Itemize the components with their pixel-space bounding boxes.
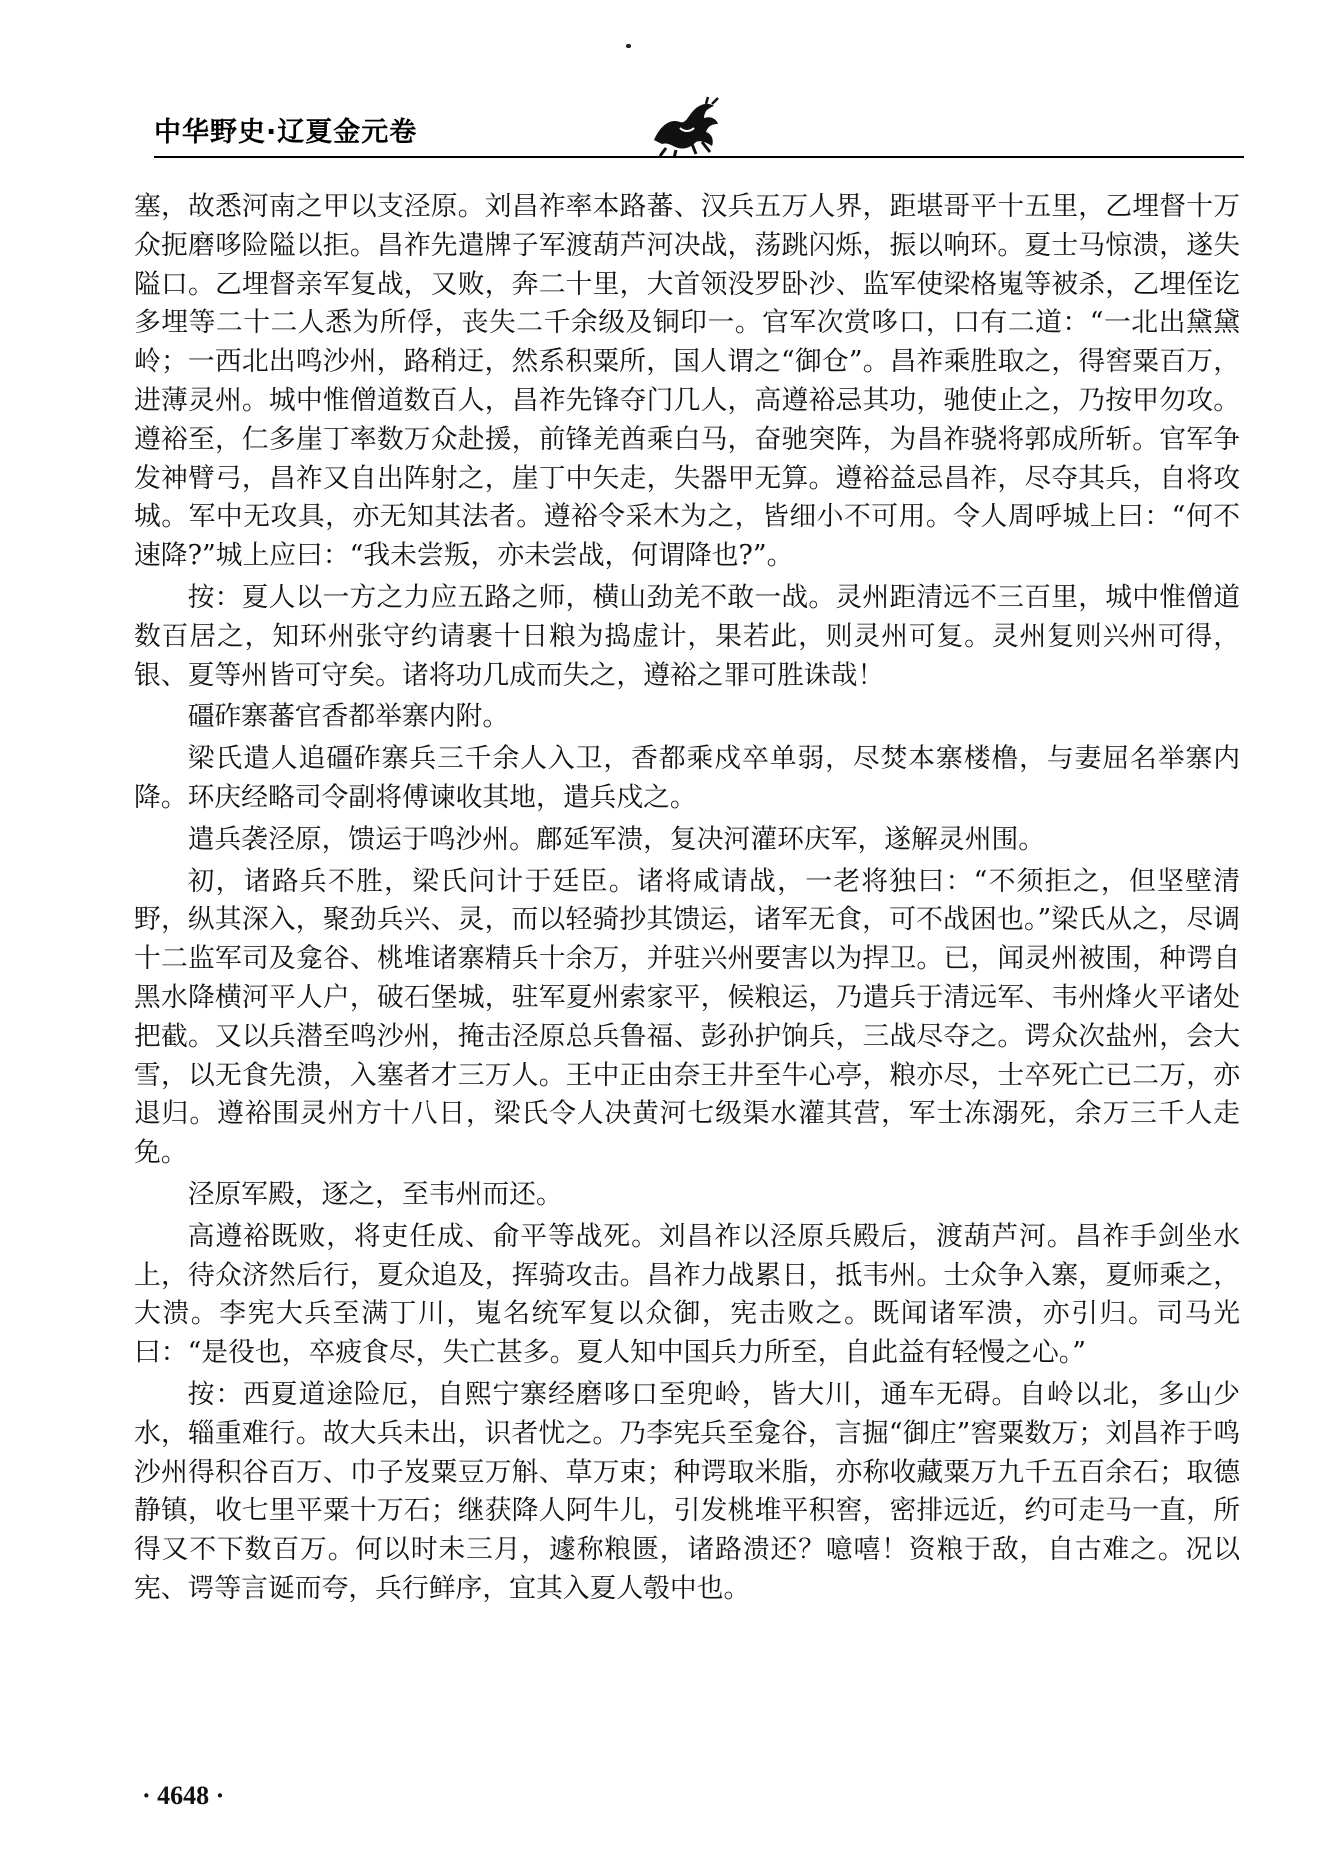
paragraph: 按：西夏道途险厄，自熙宁寨经磨哆口至兜岭，皆大川，通车无碍。自岭以北，多山少水，辎重难行。故大兵未出，识者忧之。乃李宪兵至龛谷，言掘“御庄”窖粟数万；刘昌祚于鸣沙州得积谷百万、巾子岌粟豆万斛、草万束；种谔取米脂，亦称收藏粟万九千五百余石；取德静镇，收七里平粟十万石；继获降人阿牛儿，引发桃堆平积窖，密排远近，约可走马一直，所得又不下数百万。何以时未三月，遽称粮匮，诸路溃还？噫嘻！资粮于敌，自古难之。况以宪、谔等言诞而夸，兵行鲜序，宜其入夏人彀中也。	[134, 1378, 1240, 1604]
running-header-title: 中华野史·辽夏金元卷	[154, 117, 418, 148]
paragraph: 梁氏遣人追礓砟寨兵三千余人入卫，香都乘戍卒单弱，尽焚本寨楼橹，与妻屈名举寨内降。环庆经略司令副将傅谏收其地，遣兵戍之。	[134, 743, 1240, 813]
paragraph: 高遵裕既败，将吏任成、俞平等战死。刘昌祚以泾原兵殿后，渡葫芦河。昌祚手剑坐水上，待众济然后行，夏众追及，挥骑攻击。昌祚力战累日，抵韦州。士众争入寨，夏师乘之，大溃。李宪大兵至满丁川，嵬名统军复以众御，宪击败之。既闻诸军溃，亦引归。司马光曰：“是役也，卒疲食尽，失亡甚多。夏人知中国兵力所至，自此益有轻慢之心。”	[134, 1220, 1240, 1369]
header-rule	[154, 156, 1244, 158]
paragraph: 礓砟寨蕃官香都举寨内附。	[187, 701, 510, 733]
paragraph: 遣兵袭泾原，馈运于鸣沙州。鄜延军溃，复决河灌环庆军，遂解灵州围。	[187, 823, 1046, 855]
dragon-emblem-icon	[646, 96, 724, 158]
paragraph: 塞，故悉河南之甲以支泾原。刘昌祚率本路蕃、汉兵五万人界，距堪哥平十五里，乙埋督十万众扼磨哆险隘以拒。昌祚先遣牌子军渡葫芦河决战，荡跳闪烁，振以响环。夏士马惊溃，遂失隘口。乙埋督亲军复战，又败，奔二十里，大首领没罗卧沙、监军使梁格嵬等被杀，乙埋侄讫多埋等二十二人悉为所俘，丧失二千余级及铜印一。官军次赏哆口，口有二道：“一北出黛黛岭；一西北出鸣沙州，路稍迂，然系积粟所，国人谓之“御仓”。昌祚乘胜取之，得窖粟百万，进薄灵州。城中惟僧道数百人，昌祚先锋夺门几人，高遵裕忌其功，驰使止之，乃按甲勿攻。遵裕至，仁多崖丁率数万众赴援，前锋羌酋乘白马，奋驰突阵，为昌祚骁将郭成所斩。官军争发神臂弓，昌祚又自出阵射之，崖丁中矢走，失器甲无算。遵裕益忌昌祚，尽夺其兵，自将攻城。军中无攻具，亦无知其法者。遵裕令采木为之，皆细小不可用。令人周呼城上曰：“何不速降?”城上应曰：“我未尝叛，亦未尝战，何谓降也?”。	[134, 191, 1240, 572]
paragraph: 泾原军殿，逐之，至韦州而还。	[187, 1178, 563, 1210]
scan-speck	[626, 44, 631, 48]
paragraph: 初，诸路兵不胜，梁氏问计于廷臣。诸将咸请战，一老将独曰：“不须拒之，但坚壁清野，纵其深入，聚劲兵兴、灵，而以轻骑抄其馈运，诸军无食，可不战困也。”梁氏从之，尽调十二监军司及龛谷、桃堆诸寨精兵十余万，并驻兴州要害以为捍卫。已，闻灵州被围，种谔自黑水降横河平人户，破石堡城，驻军夏州索家平，候粮运，乃遣兵于清远军、韦州烽火平诸处把截。又以兵潜至鸣沙州，掩击泾原总兵鲁福、彭孙护饷兵，三战尽夺之。谔众次盐州，会大雪，以无食先溃，入塞者才三万人。王中正由奈王井至牛心亭，粮亦尽，士卒死亡已二万，亦退归。遵裕围灵州方十八日，梁氏令人决黄河七级渠水灌其营，军士冻溺死，余万三千人走免。	[134, 865, 1240, 1169]
paragraph: 按：夏人以一方之力应五路之师，横山劲羌不敢一战。灵州距清远不三百里，城中惟僧道数百居之，知环州张守约请裹十日粮为捣虚计，果若此，则灵州可复。灵州复则兴州可得，银、夏等州皆可守矣。诸将功几成而失之，遵裕之罪可胜诛哉！	[134, 581, 1240, 691]
body-text	[134, 188, 1240, 1609]
running-header	[154, 104, 1244, 164]
page-number: · 4648 ·	[142, 1781, 225, 1810]
